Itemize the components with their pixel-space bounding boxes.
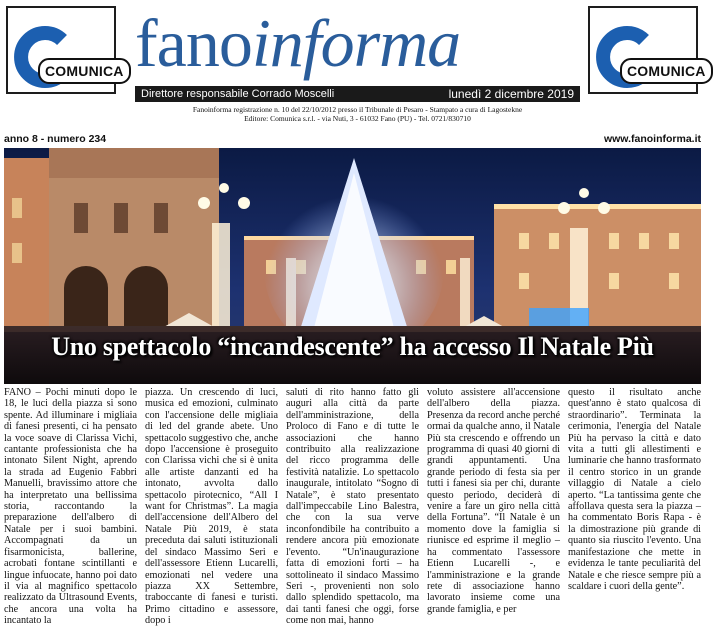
issue-number: anno 8 - numero 234 [4,133,107,145]
masthead-title-fano: fano [135,5,252,81]
issue-date: lunedì 2 dicembre 2019 [448,87,574,101]
registration-line-1: Fanoinforma registrazione n. 10 del 22/10/2012 presso il Tribunale di Pesaro - Stampato a cura di Lagostekne [192,105,523,114]
masthead-title-informa: informa [251,5,461,81]
registration-line-2: Editore: Comunica s.r.l. - via Nuti, 3 - 61032 Fano (PU) - Tel. 0721/830710 [244,114,471,123]
article-column-1: FANO – Pochi minuti dopo le 18, le luci della piazza si sono spente. Ad illuminare i migliaia di fanesi presenti, ci ha pensato la voce soave di Clarissa Vichi, cantante professionista che ha intonato Silent Night, aprendo la strada ad Eugenio Fabbri Manuelli, bravissimo attore che ha interpretato una bellissima storia, raccontando la preparazione dell'albero di Natale per i suoi bambini. Accompagnati da un fisarmonicista, ballerine, acrobati fontane scintillanti e lingue infuocate, hanno poi dato il via al magnifico spettacolo realizzato da Ultrasound Events, che ancora una volta ha incantato la [4,387,137,627]
article-body [4,387,701,627]
header-bar [135,86,580,102]
website-link[interactable]: www.fanoinforma.it [603,133,701,145]
article-column-3: saluti di rito hanno fatto gli auguri alla città da parte dell'amministrazione, della Proloco di Fano e di tutte le associazioni che hanno contribuito alla realizzazione del ricco programma delle festività natalizie. Lo spettacolo inaugurale, intitolato “Sogno di Natale”, è stato presentato dall'impeccabile Lino Balestra, che con la sua verve inconfondibile ha contribuito a rendere ancora più emozionate l'evento. “Un'inaugurazione fatta di emozioni forti – ha sottolineato il sindaco Massimo Seri -, provenienti non solo dallo splendido spettacolo, ma dai tanti fanesi che oggi, forse come non mai, hanno [286,387,419,627]
comunica-logo-text: COMUNICA [620,58,713,84]
article-column-4: voluto assistere all'accensione dell'albero della piazza. Presenza da record anche perché ormai da qualche anno, il Natale Più sta crescendo e offrendo un programma di quasi 40 giorni di grandi appuntamenti. Una grande periodo di festa sia per tutti i fanesi sia per chi, durante questo periodo, deciderà di venire a fare un giro nella città della Fortuna”. “Il Natale è un momento dove la famiglia si riunisce ed esprime il meglio – ha commentato l'assessore Etienn Lucarelli -, e l'amministrazione e la grande rete di associazione hanno lavorato insieme come una grande famiglia, e per [427,387,560,615]
article-column-2: piazza. Un crescendo di luci, musica ed emozioni, culminato con l'accensione delle migliaia di led del grande abete. Uno spettacolo suggestivo che, anche dopo l'accensione è proseguito con Clarissa vichi che si è unita alle artiste danzanti ed ha intonato, avvolta dallo spettacolo pirotecnico, “All I want for Christmas”. La magia dell'accensione dell'Albero del Natale Più 2019, è stata preceduta dai saluti istituzionali del sindaco Massimo Seri e dell'assessore Etienn Lucarelli, emozionati nel vedere una piazza XX Settembre, traboccante di fanesi e turisti. Primo cittadino e assessore, dopo i [145,387,278,627]
issue-row [4,132,701,146]
masthead-title [135,2,460,84]
comunica-logo-left [6,6,124,94]
comunica-logo-right [588,6,706,94]
masthead [135,2,580,84]
article-column-5: questo il risultato anche quest'anno è stato qualcosa di straordinario”. Terminata la cerimonia, l'energia del Natale Più ha pervaso la città e dato vita a tutti gli allestimenti e luminarie che hanno trasformato il centro storico in un grande villaggio di Natale a cielo aperto. “La tantissima gente che affollava questa sera la piazza – ha commentato Boris Rapa - è la dimostrazione più grande di quanto sia riuscito l'evento. Una manifestazione che mette in evidenza le tante peculiarità del Natale e che riesce sempre più a scaldare i cuori della gente”. [568,387,701,592]
director-label: Direttore responsabile Corrado Moscelli [141,88,335,100]
article-headline: Uno spettacolo “incandescente” ha accesso Il Natale Più [51,332,654,361]
comunica-logo-text: COMUNICA [38,58,131,84]
